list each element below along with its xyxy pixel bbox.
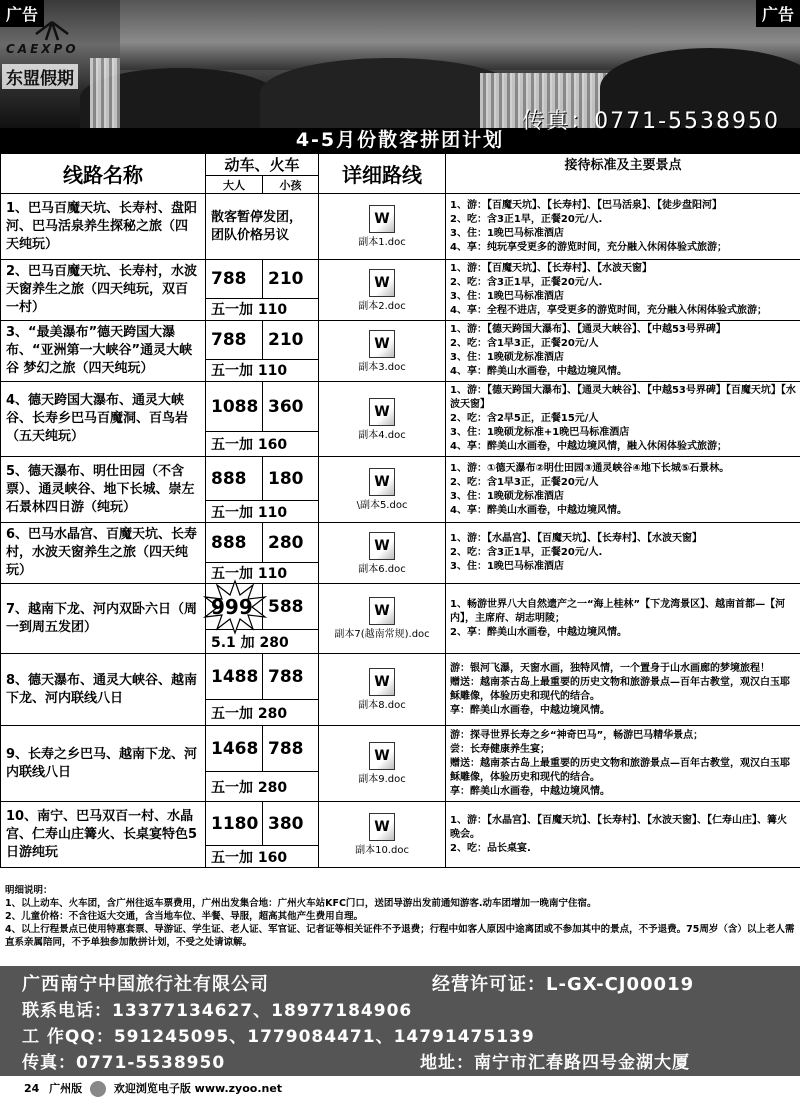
price-burst [211,595,253,619]
notes-title: 明细说明： [5,885,53,896]
contact-phone: 联系电话：13377134627、18977184906 [22,1001,413,1021]
price-child: 588 [263,584,319,630]
detail-line: 1、游：【德天跨国大瀑布】、【通灵大峡谷】、【中越53号界碑】【百魔天坑】【水波天窗】 [450,385,796,410]
price-extra: 五一加 280 [206,772,319,802]
route-name: 6、巴马水晶宫、百魔天坑、长寿村，水波天窗养生之旅（四天纯玩） [1,523,206,584]
detail-cell [446,802,800,868]
detail-line: 3、住：1晚巴马标准酒店 [450,291,564,302]
footer-fax: 传真：0771-5538950 [22,1053,226,1073]
table-row [1,382,800,432]
price-adult: 1468 [206,726,263,772]
detail-line: 2、吃：含2早5正，正餐15元/人 [450,413,599,424]
price-child: 210 [263,260,319,299]
doc-filename: 副本7(越南常规).doc [334,629,430,640]
detail-line: 1、游：【水晶宫】、【百魔天坑】、【长寿村】、【水波天窗】 [450,533,702,544]
detail-cell [446,726,800,802]
detail-line: 2、吃：含3正1早，正餐20元/人. [450,213,603,225]
price-adult: 1180 [206,802,263,846]
price-note: 散客暂停发团，团队价格另议 [206,194,319,260]
website-text: 欢迎浏览电子版 www.zyoo.net [113,1082,283,1095]
detail-cell [446,523,800,584]
price-extra: 五一加 160 [206,432,319,457]
detail-line: 2、吃：品长桌宴. [450,842,531,854]
table-row [1,194,800,260]
word-doc-icon: W [369,330,395,358]
route-name: 7、越南下龙、河内双卧六日（周一到周五发团） [1,584,206,654]
detail-line: 赠送：越南茶古岛上最重要的历史文物和旅游景点—百年古教堂，观汉白玉耶稣雕像，体验历史和现代的结合。 [450,676,791,702]
seal-icon [90,1081,106,1097]
detail-line: 4、享：醉美山水画卷，中越边境风情，融入休闲体验式旅游； [450,441,727,452]
detail-line: 1、游：【百魔天坑】、【长寿村】、【巴马活泉】、【徒步盘阳河】 [450,199,722,211]
detail-line: 2、吃：含1早3正，正餐20元/人 [450,338,599,349]
detail-line: 3、住：1晚硕龙标准酒店 [450,490,564,502]
detail-cell [446,321,800,382]
note-line: 4、以上行程景点已使用特惠套票、导游证、学生证、老人证、军官证、记者证等相关证件不予退费；行程中如客人原因中途离团或不参加其中的景点，不予退费。75周岁（含）以上老人需直系亲属陪同，不予单独参加散拼计划，不受之处请谅解。 [5,924,795,948]
doc-filename: \副本5.doc [356,500,408,511]
detail-line: 1、游：【百魔天坑】、【长寿村】、【水波天窗】 [450,263,652,274]
ad-label-left: 广告 [0,0,44,27]
price-child: 360 [263,382,319,432]
doc-filename: 副本6.doc [358,563,406,575]
doc-filename: 副本9.doc [358,774,406,785]
detail-line: 游：银河飞瀑，天窗水画，独特风情，一个置身于山水画廊的梦境旅程！ [450,662,771,674]
doc-attachment[interactable] [319,654,446,726]
detail-line: 尝：长寿健康养生宴； [450,743,551,755]
detail-line: 2、吃：含1早3正，正餐20元/人 [450,476,599,488]
logo [2,20,122,89]
doc-attachment[interactable] [319,802,446,868]
detail-line: 2、享：醉美山水画卷，中越边境风情。 [450,626,627,638]
route-name: 8、德天瀑布、通灵大峡谷、越南下龙、河内联线八日 [1,654,206,726]
table-row [1,584,800,630]
doc-attachment[interactable] [319,260,446,321]
price-adult: 788 [206,321,263,360]
price-adult: 788 [206,260,263,299]
word-doc-icon: W [369,398,395,426]
route-name: 3、“最美瀑布”德天跨国大瀑布、“亚洲第一大峡谷”通灵大峡谷 梦幻之旅（四天纯玩） [1,321,206,382]
detail-cell [446,584,800,654]
tour-table [0,153,800,868]
note-line: 2、儿童价格：不含往返大交通，含当地车位、半餐、导服，超高其他产生费用自理。 [5,911,364,922]
detail-line: 1、游：【德天跨国大瀑布】、【通灵大峡谷】、【中越53号界碑】 [450,324,726,335]
route-name: 5、德天瀑布、明仕田园（不含票）、通灵峡谷、地下长城、崇左石景林四日游（纯玩） [1,457,206,523]
word-doc-icon: W [369,205,395,233]
company-footer [0,966,800,1076]
header-adult: 大人 [206,176,263,194]
price-child: 380 [263,802,319,846]
table-row [1,457,800,501]
detail-line: 3、住：1晚巴马标准酒店 [450,227,564,239]
word-doc-icon: W [369,597,395,625]
doc-filename: 副本10.doc [355,845,409,856]
edition: 广州版 [49,1082,83,1095]
word-doc-icon: W [369,269,395,297]
doc-attachment[interactable] [319,523,446,584]
table-row [1,802,800,846]
table-row [1,726,800,772]
doc-attachment[interactable] [319,321,446,382]
work-qq: 工 作QQ：591245095、1779084471、14791475139 [22,1027,535,1047]
banner-waterfall [90,58,120,128]
license: 经营许可证：L-GX-CJ00019 [432,974,695,995]
header-standard: 接待标准及主要景点 [446,154,800,194]
table-row [1,523,800,563]
detail-line: 2、吃：含3正1早，正餐20元/人. [450,277,603,288]
price-child: 788 [263,726,319,772]
price-child: 180 [263,457,319,501]
doc-filename: 副本1.doc [358,237,406,248]
table-row [1,260,800,299]
detail-line: 1、游：【水晶宫】、【百魔天坑】、【长寿村】、【水波天窗】、【仁寿山庄】、篝火晚会。 [450,814,787,840]
route-name: 9、长寿之乡巴马、越南下龙、河内联线八日 [1,726,206,802]
price-extra: 五一加 280 [206,700,319,726]
detail-cell [446,457,800,523]
detail-cell [446,654,800,726]
price-extra: 五一加 110 [206,298,319,320]
header-child: 小孩 [263,176,319,194]
detail-line: 3、住：1晚巴马标准酒店 [450,561,564,572]
detail-line: 3、住：1晚硕龙标准+1晚巴马标准酒店 [450,427,630,438]
price-extra: 5.1 加 280 [206,630,319,654]
banner-fax: 传真：0771-5538950 [522,109,780,134]
detail-line: 4、享：全程不进店，享受更多的游览时间，充分融入休闲体验式旅游； [450,305,767,316]
price-adult: 999 [211,594,253,619]
word-doc-icon: W [369,468,395,496]
price-adult: 1088 [206,382,263,432]
notes [0,884,800,949]
header-train: 动车、火车 [206,154,319,176]
price-adult: 888 [206,457,263,501]
detail-line: 享：醉美山水画卷，中越边境风情。 [450,704,611,716]
note-line: 1、以上动车、火车团，含广州往返车票费用，广州出发集合地：广州火车站KFC门口，送团导游出发前通知游客.动车团增加一晚南宁住宿。 [5,898,597,909]
price-extra: 五一加 110 [206,501,319,523]
price-adult: 888 [206,523,263,563]
header-route: 线路名称 [1,154,206,194]
table-row [1,321,800,360]
detail-line: 游：探寻世界长寿之乡“神奇巴马”，畅游巴马精华景点； [450,729,704,741]
doc-attachment[interactable] [319,194,446,260]
price-extra: 五一加 110 [206,359,319,381]
doc-filename: 副本4.doc [358,429,406,441]
logo-brand-cn: 东盟假期 [2,64,78,89]
detail-cell [446,260,800,321]
price-child: 280 [263,523,319,563]
route-name: 2、巴马百魔天坑、长寿村，水波天窗养生之旅（四天纯玩，双百一村） [1,260,206,321]
page-number: 24 [24,1082,40,1095]
doc-filename: 副本3.doc [358,361,406,373]
detail-line: 1、畅游世界八大自然遗产之一“海上桂林”【下龙湾景区】、越南首都—【河内】，主席府、胡志明陵； [450,598,786,624]
detail-line: 1、游：①德天瀑布②明仕田园③通灵峡谷④地下长城⑤石景林。 [450,462,730,474]
doc-attachment[interactable] [319,584,446,654]
company-name: 广西南宁中国旅行社有限公司 [22,974,269,995]
route-name: 1、巴马百魔天坑、长寿村、盘阳河、巴马活泉养生探秘之旅（四天纯玩） [1,194,206,260]
doc-attachment[interactable] [319,457,446,523]
detail-line: 3、住：1晚硕龙标准酒店 [450,352,564,363]
word-doc-icon: W [369,668,395,696]
header-detail: 详细路线 [319,154,446,194]
price-extra: 五一加 160 [206,846,319,868]
detail-cell [446,382,800,457]
price-adult-highlight [206,584,263,630]
price-child: 788 [263,654,319,700]
route-name: 10、南宁、巴马双百一村、水晶宫、仁寿山庄篝火、长桌宴特色5日游纯玩 [1,802,206,868]
logo-icon [32,20,72,42]
price-extra: 五一加 110 [206,563,319,584]
word-doc-icon: W [369,742,395,770]
ad-label-right: 广告 [756,0,800,27]
doc-filename: 副本2.doc [358,300,406,312]
logo-brand-en: CAEXPO [6,42,79,56]
table-row [1,654,800,700]
detail-line: 4、享：醉美山水画卷，中越边境风情。 [450,504,627,516]
page-title: 4-5月份散客拼团计划 [0,128,800,153]
price-adult: 1488 [206,654,263,700]
detail-cell [446,194,800,260]
detail-line: 赠送：越南茶古岛上最重要的历史文物和旅游景点—百年古教堂，观汉白玉耶稣雕像，体验历史和现代的结合。 [450,757,791,783]
detail-line: 享：醉美山水画卷，中越边境风情。 [450,785,611,797]
price-child: 210 [263,321,319,360]
detail-line: 4、享：醉美山水画卷，中越边境风情。 [450,366,627,377]
detail-line: 4、享：纯玩享受更多的游览时间，充分融入休闲体验式旅游； [450,241,727,253]
word-doc-icon: W [369,532,395,560]
word-doc-icon: W [369,813,395,841]
detail-line: 2、吃：含3正1早，正餐20元/人. [450,547,603,558]
page-footer [0,1078,800,1100]
address: 地址：南宁市汇春路四号金湖大厦 [420,1053,690,1073]
doc-attachment[interactable] [319,382,446,457]
doc-filename: 副本8.doc [358,700,406,711]
doc-attachment[interactable] [319,726,446,802]
route-name: 4、德天跨国大瀑布、通灵大峡谷、长寿乡巴马百魔洞、百鸟岩（五天纯玩） [1,382,206,457]
